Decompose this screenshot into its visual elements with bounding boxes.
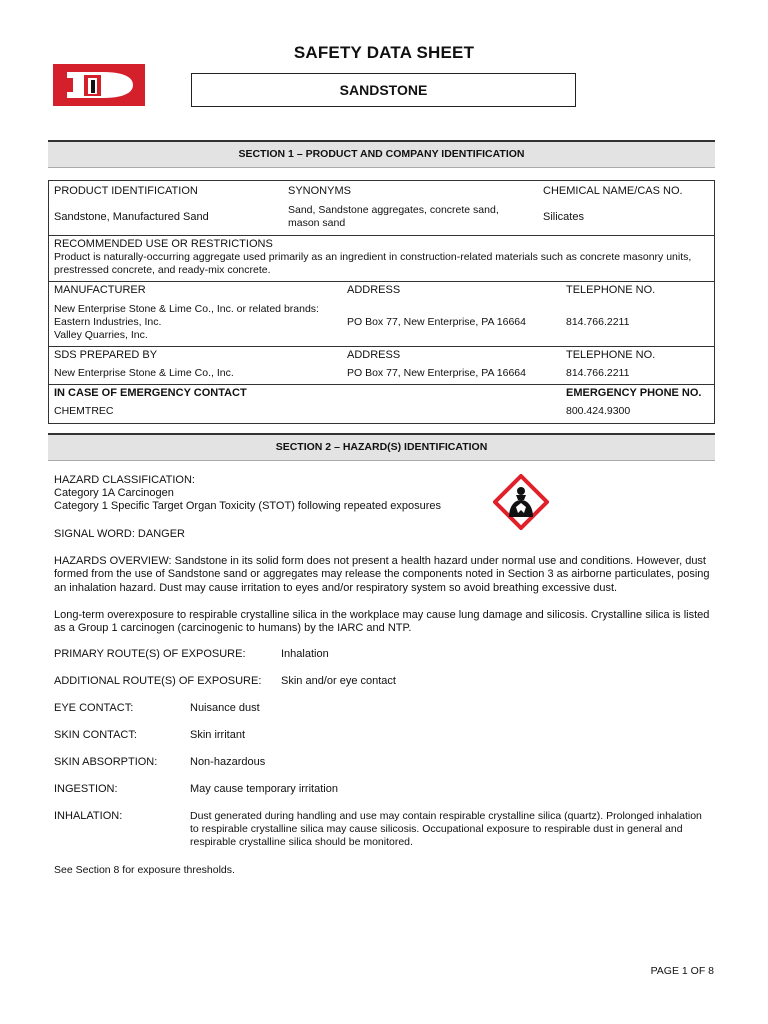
manufacturer-address: PO Box 77, New Enterprise, PA 16664 (347, 316, 526, 328)
signal-word: SIGNAL WORD: DANGER (54, 528, 185, 540)
ingestion-value: May cause temporary irritation (190, 783, 338, 795)
sds-phone: 814.766.2211 (566, 367, 630, 379)
sds-prepared-by-label: SDS PREPARED BY (54, 349, 158, 361)
synonyms-label: SYNONYMS (288, 185, 351, 197)
hazard-classification-2: Category 1 Specific Target Organ Toxicity (STOT) following repeated exposures (54, 500, 442, 512)
hazard-classification-label: HAZARD CLASSIFICATION: (54, 474, 195, 486)
emergency-contact-label: IN CASE OF EMERGENCY CONTACT (54, 387, 247, 399)
manufacturer-line1: New Enterprise Stone & Lime Co., Inc. or related brands: (54, 303, 319, 315)
manufacturer-telephone-label: TELEPHONE NO. (566, 284, 656, 296)
chemical-name-label: CHEMICAL NAME/CAS NO. (543, 185, 683, 197)
health-hazard-pictogram-icon (493, 474, 549, 530)
inhalation-value: Dust generated during handling and use may contain respirable crystalline silica (quartz). Prolonged inhalation to respirable crystalline silica may cause silicosis. Occupational exposure to respirable dust in general and respirable crystalline silica should be monitored. (190, 810, 702, 848)
sds-telephone-label: TELEPHONE NO. (566, 349, 656, 361)
chemical-name-value: Silicates (543, 211, 584, 223)
eye-contact-value: Nuisance dust (190, 702, 260, 714)
emergency-phone: 800.424.9300 (566, 405, 631, 417)
synonyms-value: Sand, Sandstone aggregates, concrete sand, mason sand (288, 204, 499, 229)
skin-contact-label: SKIN CONTACT: (54, 729, 137, 741)
product-identification-label: PRODUCT IDENTIFICATION (54, 185, 198, 197)
eye-contact-label: EYE CONTACT: (54, 702, 134, 714)
primary-route-value: Inhalation (281, 648, 329, 660)
emergency-phone-label: EMERGENCY PHONE NO. (566, 387, 702, 399)
hazard-classification-1: Category 1A Carcinogen (54, 487, 174, 499)
manufacturer-label: MANUFACTURER (54, 284, 146, 296)
additional-route-value: Skin and/or eye contact (281, 675, 396, 687)
section1-heading: SECTION 1 – PRODUCT AND COMPANY IDENTIFICATION (48, 140, 715, 168)
section2-heading: SECTION 2 – HAZARD(S) IDENTIFICATION (48, 433, 715, 461)
product-name-box: SANDSTONE (191, 73, 576, 107)
long-term-exposure-text: Long-term overexposure to respirable crystalline silica in the workplace may cause lung damage and silicosis. Crystalline silica is listed as a Group 1 carcinogen (carcinogenic to humans) by the IARC and NTP. (54, 609, 710, 635)
primary-route-label: PRIMARY ROUTE(S) OF EXPOSURE: (54, 648, 246, 660)
additional-route-label: ADDITIONAL ROUTE(S) OF EXPOSURE: (54, 675, 262, 687)
identification-table (48, 180, 715, 424)
manufacturer-line3: Valley Quarries, Inc. (54, 329, 148, 341)
hazards-overview: HAZARDS OVERVIEW: Sandstone in its solid form does not present a health hazard under normal use and conditions. However, dust formed from the use of Sandstone sand or aggregates may release the components noted in Section 3 as airborne particulates, posing an inhalation hazard. Dust may cause irritation to eyes and/or respiratory system so avoid breathing excessive dust. (54, 555, 710, 594)
manufacturer-line2: Eastern Industries, Inc. (54, 316, 162, 328)
sds-prepared-by-name: New Enterprise Stone & Lime Co., Inc. (54, 367, 234, 379)
skin-absorption-value: Non-hazardous (190, 756, 266, 768)
inhalation-label: INHALATION: (54, 810, 123, 822)
recommended-use-label: RECOMMENDED USE OR RESTRICTIONS (54, 238, 273, 250)
sds-address: PO Box 77, New Enterprise, PA 16664 (347, 367, 526, 379)
page-number: PAGE 1 OF 8 (650, 965, 714, 977)
sds-address-label: ADDRESS (347, 349, 401, 361)
product-identification-value: Sandstone, Manufactured Sand (54, 211, 209, 223)
see-section-note: See Section 8 for exposure thresholds. (54, 864, 235, 876)
document-title: SAFETY DATA SHEET (293, 43, 475, 62)
emergency-contact: CHEMTREC (54, 405, 114, 417)
skin-absorption-label: SKIN ABSORPTION: (54, 756, 158, 768)
skin-contact-value: Skin irritant (190, 729, 246, 741)
manufacturer-address-label: ADDRESS (347, 284, 401, 296)
company-logo (53, 64, 145, 106)
ingestion-label: INGESTION: (54, 783, 118, 795)
recommended-use-text: Product is naturally-occurring aggregate used primarily as an ingredient in construction-related materials such as concrete masonry units, prestressed concrete, and ready-mix concrete. (54, 251, 692, 276)
manufacturer-phone: 814.766.2211 (566, 316, 630, 328)
